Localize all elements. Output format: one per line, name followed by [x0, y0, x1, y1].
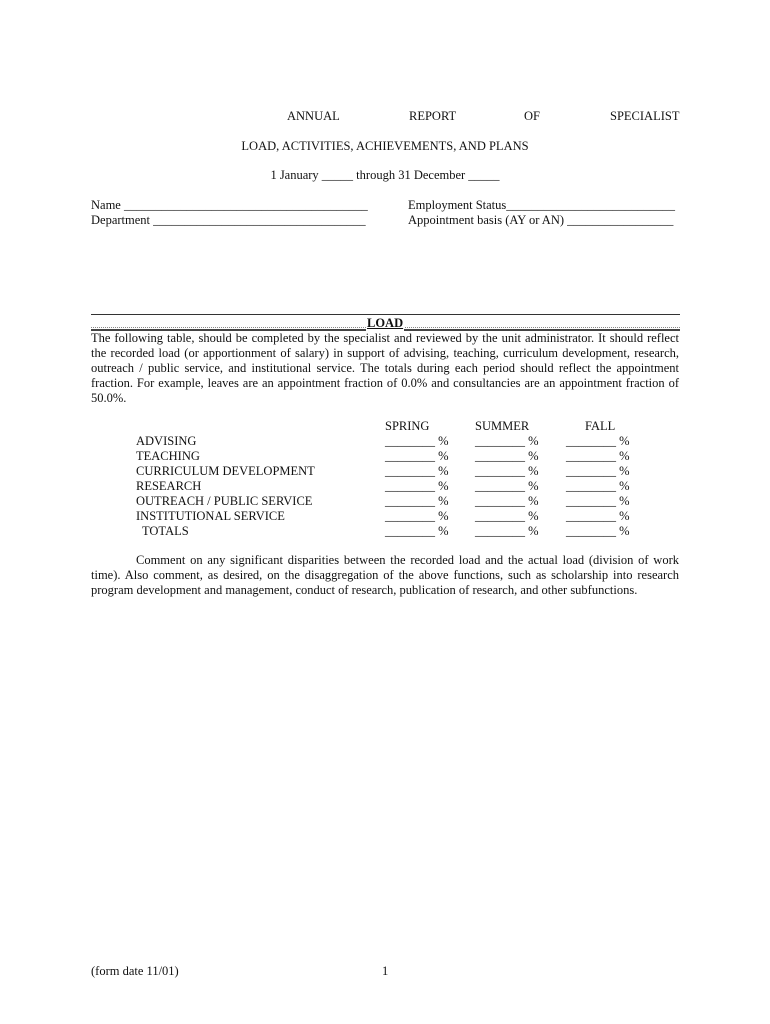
title-word-specialist: SPECIALIST [610, 109, 680, 123]
percent-field-fall[interactable]: ________ % [566, 449, 630, 463]
percent-field-fall[interactable]: ________ % [566, 479, 630, 493]
percent-field-fall[interactable]: ________ % [566, 494, 630, 508]
department-field[interactable]: Department __________________________________ [91, 213, 366, 227]
column-header-summer: SUMMER [475, 419, 530, 433]
percent-field-fall[interactable]: ________ % [566, 464, 630, 478]
percent-field-spring[interactable]: ________ % [385, 434, 449, 448]
divider-top [91, 314, 680, 315]
name-field[interactable]: Name _______________________________________ [91, 198, 368, 212]
report-period: 1 January _____ through 31 December _____ [270, 168, 500, 182]
table-row-label: CURRICULUM DEVELOPMENT [136, 464, 315, 478]
load-instructions: The following table, should be completed by the specialist and reviewed by the unit administrator. It should reflect the recorded load (or apportionment of salary) in support of advising, teaching, curriculum development, research, outreach / public service, and institutional service. The totals during each period should reflect the appointment fraction. For example, leaves are an appointment fraction of 0.0% and consultancies are an appointment fraction of 50.0%. [91, 331, 679, 405]
page-number: 1 [382, 964, 389, 978]
percent-field-fall[interactable]: ________ % [566, 434, 630, 448]
percent-field-fall[interactable]: ________ % [566, 509, 630, 523]
percent-field-summer[interactable]: ________ % [475, 494, 539, 508]
employment-status-field[interactable]: Employment Status___________________________ [408, 198, 676, 212]
table-row-label: RESEARCH [136, 479, 202, 493]
table-row-label: ADVISING [136, 434, 197, 448]
column-header-fall: FALL [585, 419, 616, 433]
percent-field-spring[interactable]: ________ % [385, 464, 449, 478]
percent-field-spring[interactable]: ________ % [385, 449, 449, 463]
percent-field-summer[interactable]: ________ % [475, 479, 539, 493]
percent-field-spring[interactable]: ________ % [385, 524, 449, 538]
table-row-label: TOTALS [142, 524, 189, 538]
percent-field-spring[interactable]: ________ % [385, 479, 449, 493]
column-header-spring: SPRING [385, 419, 430, 433]
appointment-basis-field[interactable]: Appointment basis (AY or AN) _________________ [408, 213, 674, 227]
percent-field-summer[interactable]: ________ % [475, 449, 539, 463]
percent-field-summer[interactable]: ________ % [475, 464, 539, 478]
comment-instructions: Comment on any significant disparities between the recorded load and the actual load (division of work time). Also comment, as desired, on the disaggregation of the above functions, such as scholarship into research program development and management, conduct of research, publication of research, and other subfunctions. [91, 553, 679, 597]
percent-field-fall[interactable]: ________ % [566, 524, 630, 538]
form-date: (form date 11/01) [91, 964, 179, 978]
percent-field-summer[interactable]: ________ % [475, 524, 539, 538]
table-row-label: OUTREACH / PUBLIC SERVICE [136, 494, 313, 508]
percent-field-summer[interactable]: ________ % [475, 509, 539, 523]
percent-field-spring[interactable]: ________ % [385, 509, 449, 523]
table-row-label: TEACHING [136, 449, 200, 463]
percent-field-spring[interactable]: ________ % [385, 494, 449, 508]
load-section-heading: LOAD [367, 316, 404, 330]
title-word-of: OF [524, 109, 540, 123]
table-row-label: INSTITUTIONAL SERVICE [136, 509, 285, 523]
report-subtitle: LOAD, ACTIVITIES, ACHIEVEMENTS, AND PLANS [241, 139, 529, 153]
title-word-report: REPORT [409, 109, 457, 123]
percent-field-summer[interactable]: ________ % [475, 434, 539, 448]
title-word-annual: ANNUAL [287, 109, 340, 123]
